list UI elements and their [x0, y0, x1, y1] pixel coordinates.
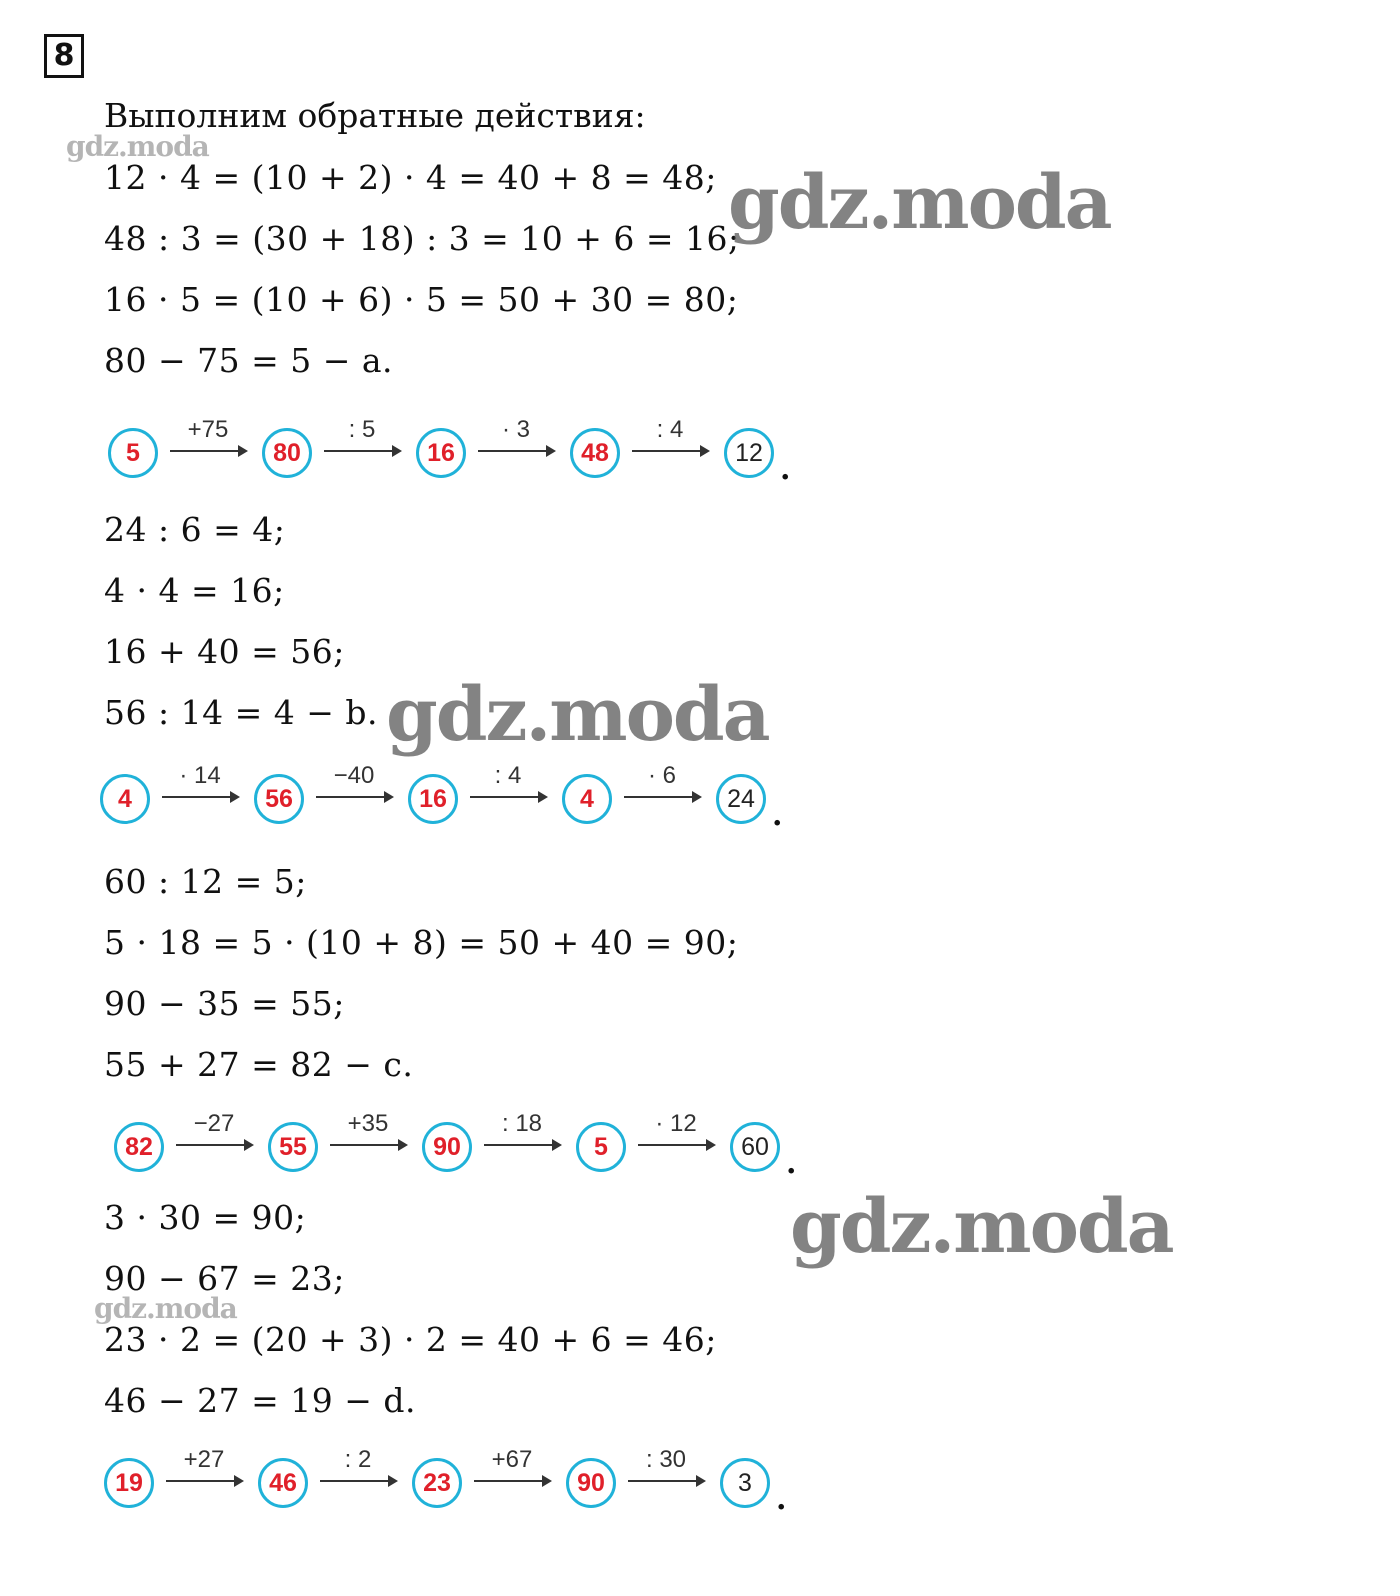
chain-answer-circle: 80	[262, 428, 312, 478]
chain-operation: +67	[491, 1446, 533, 1473]
operation-chain	[108, 410, 868, 500]
arrow-icon	[170, 450, 246, 452]
chain-operation: −40	[333, 762, 375, 789]
watermark-large: gdz.moda	[790, 1184, 1173, 1270]
chain-operation: : 4	[494, 762, 522, 789]
arrow-icon	[162, 796, 238, 798]
chain-answer-circle: 5	[108, 428, 158, 478]
chain-end-dot: .	[776, 1482, 787, 1517]
chain-end-dot: .	[786, 1146, 797, 1181]
equation-line: 90 − 67 = 23;	[104, 1259, 345, 1298]
arrow-icon	[474, 1480, 550, 1482]
chain-answer-circle: 23	[412, 1458, 462, 1508]
chain-given-circle: 12	[724, 428, 774, 478]
chain-given-circle: 60	[730, 1122, 780, 1172]
arrow-icon	[330, 1144, 406, 1146]
equation-line: 16 · 5 = (10 + 6) · 5 = 50 + 30 = 80;	[104, 280, 739, 319]
chain-answer-circle: 48	[570, 428, 620, 478]
watermark-large: gdz.moda	[386, 672, 769, 758]
operation-chain	[100, 756, 860, 846]
chain-answer-circle: 46	[258, 1458, 308, 1508]
arrow-icon	[320, 1480, 396, 1482]
equation-line: 3 · 30 = 90;	[104, 1198, 307, 1237]
operation-chain	[104, 1440, 864, 1530]
chain-answer-circle: 16	[416, 428, 466, 478]
equation-line: 24 : 6 = 4;	[104, 510, 286, 549]
watermark-large: gdz.moda	[728, 160, 1111, 246]
arrow-icon	[638, 1144, 714, 1146]
equation-line: 80 − 75 = 5 − a.	[104, 341, 394, 380]
arrow-icon	[166, 1480, 242, 1482]
chain-answer-circle: 5	[576, 1122, 626, 1172]
chain-operation: : 30	[645, 1446, 687, 1473]
arrow-icon	[484, 1144, 560, 1146]
task-number: 8	[44, 34, 84, 78]
chain-answer-circle: 55	[268, 1122, 318, 1172]
chain-answer-circle: 56	[254, 774, 304, 824]
chain-operation: +75	[187, 416, 229, 443]
arrow-icon	[624, 796, 700, 798]
operation-chain	[114, 1104, 874, 1194]
chain-answer-circle: 4	[562, 774, 612, 824]
chain-end-dot: .	[772, 798, 783, 833]
intro-text: Выполним обратные действия:	[104, 96, 646, 135]
equation-line: 12 · 4 = (10 + 2) · 4 = 40 + 8 = 48;	[104, 158, 717, 197]
equation-line: 5 · 18 = 5 · (10 + 8) = 50 + 40 = 90;	[104, 923, 739, 962]
chain-end-dot: .	[780, 452, 791, 487]
chain-answer-circle: 19	[104, 1458, 154, 1508]
equation-line: 46 − 27 = 19 − d.	[104, 1381, 416, 1420]
watermark-small: gdz.moda	[94, 1292, 237, 1325]
chain-operation: · 14	[179, 762, 221, 789]
arrow-icon	[478, 450, 554, 452]
equation-line: 55 + 27 = 82 − c.	[104, 1045, 414, 1084]
equation-line: 56 : 14 = 4 − b.	[104, 693, 378, 732]
chain-operation: · 3	[501, 416, 530, 443]
chain-answer-circle: 82	[114, 1122, 164, 1172]
chain-operation: : 4	[656, 416, 684, 443]
arrow-icon	[470, 796, 546, 798]
chain-operation: · 12	[655, 1110, 697, 1137]
watermark-small: gdz.moda	[66, 130, 209, 163]
chain-answer-circle: 16	[408, 774, 458, 824]
chain-operation: : 18	[501, 1110, 543, 1137]
arrow-icon	[628, 1480, 704, 1482]
arrow-icon	[324, 450, 400, 452]
chain-given-circle: 3	[720, 1458, 770, 1508]
equation-line: 16 + 40 = 56;	[104, 632, 345, 671]
chain-operation: +35	[347, 1110, 389, 1137]
chain-answer-circle: 90	[422, 1122, 472, 1172]
equation-line: 60 : 12 = 5;	[104, 862, 307, 901]
chain-answer-circle: 90	[566, 1458, 616, 1508]
equation-line: 90 − 35 = 55;	[104, 984, 345, 1023]
chain-operation: · 6	[647, 762, 676, 789]
equation-line: 48 : 3 = (30 + 18) : 3 = 10 + 6 = 16;	[104, 219, 740, 258]
chain-operation: : 2	[344, 1446, 372, 1473]
chain-operation: +27	[183, 1446, 225, 1473]
chain-given-circle: 24	[716, 774, 766, 824]
chain-operation: : 5	[348, 416, 376, 443]
equation-line: 4 · 4 = 16;	[104, 571, 285, 610]
chain-operation: −27	[193, 1110, 235, 1137]
chain-answer-circle: 4	[100, 774, 150, 824]
arrow-icon	[316, 796, 392, 798]
arrow-icon	[176, 1144, 252, 1146]
equation-line: 23 · 2 = (20 + 3) · 2 = 40 + 6 = 46;	[104, 1320, 717, 1359]
arrow-icon	[632, 450, 708, 452]
